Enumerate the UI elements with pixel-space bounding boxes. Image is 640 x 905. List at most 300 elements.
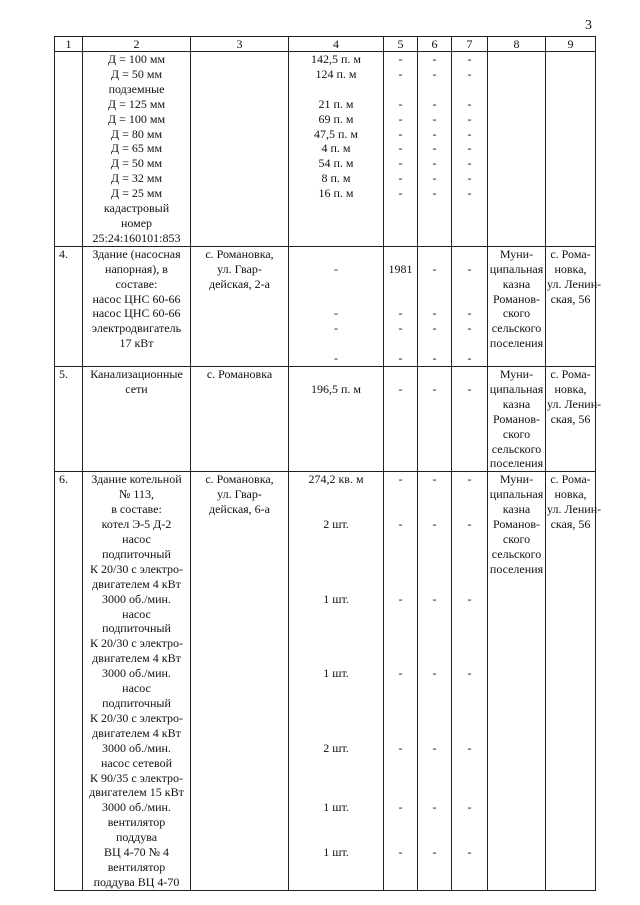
header-cell: 4 (289, 37, 384, 52)
cell-line: - (467, 156, 472, 171)
cell-line: ул. Ленин- (547, 396, 602, 411)
item-address (191, 367, 289, 472)
cell-line: ципальная (489, 261, 544, 276)
header-cell: 7 (452, 37, 488, 52)
cell-line (385, 367, 416, 382)
cell-line (290, 487, 382, 502)
cell-line: насос (122, 532, 151, 546)
cell-line: Здание котельной (91, 472, 182, 487)
cell-line: - (432, 171, 437, 186)
cell-line: - (467, 351, 472, 366)
cell-line: ципальная (489, 487, 544, 502)
cell-line: - (398, 800, 403, 815)
cell-line (453, 562, 486, 577)
cell-line: электродвигатель (91, 321, 182, 336)
cell-line: 54 п. м (318, 156, 354, 171)
cell-line: казна (502, 276, 531, 291)
item-quantity (289, 472, 384, 890)
cell-line (290, 577, 382, 592)
cell-line: сельского (491, 546, 542, 561)
header-cell: 9 (546, 37, 596, 52)
cell-line (385, 336, 416, 351)
item-quantity (289, 52, 384, 247)
cell-line (385, 785, 416, 800)
cell-line: - (467, 472, 472, 487)
item-owner-address (546, 367, 602, 472)
cell-line (453, 636, 486, 651)
cell-line: - (398, 381, 403, 396)
cell-line: - (398, 321, 403, 336)
cell-line (419, 651, 450, 666)
cell-line: насос сетевой (100, 755, 173, 770)
cell-line: подпиточный (102, 546, 171, 561)
table-row (55, 246, 596, 366)
cell-line (290, 696, 382, 711)
cell-line: с. Романовка (206, 367, 273, 382)
cell-line: Д = 50 мм (110, 66, 163, 81)
cell-line (385, 756, 416, 771)
cell-line: ская, 56 (550, 411, 591, 426)
cell-line: 124 п. м (315, 66, 357, 81)
cell-line: с. Рома- (550, 367, 591, 382)
cell-line: ского (502, 306, 531, 321)
cell-line: - (432, 126, 437, 141)
cell-line (419, 830, 450, 845)
item-address (191, 472, 289, 890)
cell-line (385, 607, 416, 622)
cell-line: 1 шт. (323, 845, 349, 860)
cell-line: двигателем 4 кВт (92, 725, 181, 740)
item-col6 (418, 367, 452, 472)
cell-line: ул. Гвар- (217, 261, 262, 276)
cell-line: - (467, 845, 472, 860)
cell-line: - (467, 306, 472, 321)
cell-line (419, 711, 450, 726)
cell-line (385, 292, 416, 307)
cell-line: Канализационные (90, 367, 183, 382)
item-name (83, 52, 191, 247)
cell-line: Д = 100 мм (107, 52, 166, 66)
cell-line: с. Рома- (550, 246, 591, 261)
cell-line: - (334, 261, 338, 276)
cell-line: - (467, 800, 472, 815)
item-col7 (452, 367, 488, 472)
item-number (55, 52, 83, 247)
cell-line (419, 607, 450, 622)
cell-line: дейская, 2-а (209, 276, 270, 291)
cell-line (453, 830, 486, 845)
cell-line (385, 577, 416, 592)
cell-line: - (432, 591, 437, 606)
cell-line: 4 п. м (321, 141, 351, 156)
cell-line: 3000 об./мин. (102, 666, 171, 681)
cell-line: ского (502, 426, 531, 441)
cell-line (385, 82, 416, 97)
cell-line: - (432, 800, 437, 815)
cell-line (419, 785, 450, 800)
cell-line (290, 562, 382, 577)
cell-line: - (398, 591, 403, 606)
cell-line: 47,5 п. м (313, 126, 358, 141)
cell-line (419, 771, 450, 786)
cell-line: - (398, 111, 403, 126)
cell-line (419, 562, 450, 577)
cell-line: - (467, 52, 472, 66)
cell-line: Д = 25 мм (110, 186, 163, 201)
cell-line: вентилятор (107, 815, 166, 830)
cell-line: новка, (554, 261, 587, 276)
cell-line: - (432, 111, 437, 126)
cell-line (419, 247, 450, 262)
cell-line (453, 577, 486, 592)
header-cell: 1 (55, 37, 83, 52)
cell-line: 3000 об./мин. (102, 800, 171, 815)
cell-line: казна (502, 396, 531, 411)
cell-line: № 113, (118, 487, 154, 502)
cell-line (290, 607, 382, 622)
cell-line: кадастровый (103, 201, 170, 216)
cell-line: насос ЦНС 60-66 (92, 291, 181, 306)
cell-line: Муни- (499, 246, 534, 261)
cell-line: - (398, 141, 403, 156)
cell-line (385, 636, 416, 651)
cell-line (290, 830, 382, 845)
cell-line: - (467, 381, 472, 396)
cell-line: - (398, 66, 403, 81)
cell-line: 1 шт. (323, 591, 349, 606)
cell-line (385, 621, 416, 636)
cell-line (290, 815, 382, 830)
cell-line: - (398, 517, 403, 532)
cell-line (453, 711, 486, 726)
cell-line (453, 502, 486, 517)
cell-line (385, 696, 416, 711)
cell-line: подземные (108, 81, 165, 96)
property-register-table (54, 36, 602, 891)
cell-line (453, 532, 486, 547)
cell-line: 196,5 п. м (310, 381, 361, 396)
cell-line (419, 621, 450, 636)
item-col5 (384, 52, 418, 247)
cell-line: - (432, 186, 437, 201)
cell-line: - (432, 321, 437, 336)
page-number: 3 (585, 18, 592, 33)
cell-line: - (467, 666, 472, 681)
cell-line (453, 607, 486, 622)
cell-line (290, 681, 382, 696)
cell-line (290, 336, 382, 351)
cell-line (453, 82, 486, 97)
cell-line: поселения (489, 456, 544, 471)
cell-line (419, 532, 450, 547)
cell-line: 1981 (388, 261, 413, 276)
cell-line: - (398, 666, 403, 681)
cell-line: вентилятор (107, 859, 166, 874)
cell-line: с. Романовка, (205, 472, 274, 487)
cell-line: Романов- (492, 411, 541, 426)
cell-line: - (334, 351, 338, 366)
header-cell: 5 (384, 37, 418, 52)
cell-line: поддува (115, 830, 158, 845)
header-cell: 6 (418, 37, 452, 52)
cell-line: 142,5 п. м (310, 52, 361, 66)
cell-line: поселения (489, 561, 544, 576)
cell-line (290, 247, 382, 262)
cell-line (419, 636, 450, 651)
item-owner (488, 52, 546, 247)
cell-line (419, 487, 450, 502)
cell-line (385, 681, 416, 696)
cell-line: дейская, 6-а (209, 502, 270, 517)
cell-line: - (432, 96, 437, 111)
table-row (55, 472, 596, 890)
cell-line: ская, 56 (550, 517, 591, 532)
cell-line: - (398, 186, 403, 201)
cell-line: - (398, 351, 403, 366)
cell-line: двигателем 15 кВт (89, 785, 184, 800)
item-address (191, 52, 289, 247)
cell-line: сельского (491, 321, 542, 336)
item-col7 (452, 472, 488, 890)
item-col5 (384, 367, 418, 472)
cell-line (290, 292, 382, 307)
cell-line: - (467, 321, 472, 336)
cell-line: 1 шт. (323, 666, 349, 681)
cell-line: казна (502, 502, 531, 517)
header-cell: 3 (191, 37, 289, 52)
cell-line: поддува ВЦ 4-70 (93, 874, 180, 889)
cell-line: 274,2 кв. м (308, 472, 364, 487)
cell-line: насос (122, 606, 151, 621)
cell-line: Д = 32 мм (110, 171, 163, 186)
cell-line (385, 830, 416, 845)
cell-line (290, 785, 382, 800)
cell-line: подпиточный (102, 621, 171, 636)
cell-line (385, 726, 416, 741)
item-address (191, 246, 289, 366)
cell-line (419, 681, 450, 696)
cell-line: К 90/35 с электро- (90, 770, 183, 785)
cell-line: 2 шт. (323, 517, 349, 532)
cell-line (453, 621, 486, 636)
item-owner (488, 367, 546, 472)
cell-line (419, 502, 450, 517)
header-cell: 2 (83, 37, 191, 52)
cell-line: составе: (115, 276, 158, 291)
item-col6 (418, 472, 452, 890)
cell-line: 16 п. м (318, 186, 354, 201)
cell-line: новка, (554, 381, 587, 396)
cell-line: - (467, 66, 472, 81)
cell-line: Д = 65 мм (110, 141, 163, 156)
cell-line: Д = 125 мм (107, 96, 166, 111)
cell-line: насос (122, 681, 151, 696)
cell-line: - (432, 740, 437, 755)
cell-line (385, 247, 416, 262)
cell-line: 69 п. м (318, 111, 354, 126)
cell-line: двигателем 4 кВт (92, 651, 181, 666)
item-number: 4. (55, 246, 83, 366)
cell-line: - (398, 52, 403, 66)
cell-line (385, 277, 416, 292)
cell-line: К 20/30 с электро- (90, 636, 183, 651)
cell-line: - (432, 517, 437, 532)
cell-line (419, 547, 450, 562)
cell-line (453, 726, 486, 741)
cell-line (419, 815, 450, 830)
item-owner (488, 472, 546, 890)
cell-line: 3000 об./мин. (102, 740, 171, 755)
cell-line: - (432, 261, 437, 276)
item-name (83, 246, 191, 366)
cell-line: - (334, 321, 338, 336)
cell-line: напорная), в (105, 261, 168, 276)
cell-line: - (432, 845, 437, 860)
cell-line: с. Романовка, (205, 246, 274, 261)
cell-line: насос ЦНС 60-66 (92, 306, 181, 321)
cell-line (453, 771, 486, 786)
cell-line (385, 815, 416, 830)
cell-line: Романов- (492, 291, 541, 306)
item-col7 (452, 246, 488, 366)
cell-line: Д = 80 мм (110, 126, 163, 141)
item-owner-address (546, 246, 602, 366)
cell-line: - (398, 472, 403, 487)
cell-line (419, 367, 450, 382)
cell-line: ского (502, 532, 531, 546)
cell-line: - (432, 306, 437, 321)
cell-line (453, 547, 486, 562)
cell-line: Здание (насосная (92, 246, 181, 261)
cell-line (419, 82, 450, 97)
cell-line: 1 шт. (323, 800, 349, 815)
cell-line (290, 711, 382, 726)
item-name (83, 472, 191, 890)
cell-line (419, 756, 450, 771)
cell-line (453, 292, 486, 307)
cell-line (453, 785, 486, 800)
item-number: 6. (55, 472, 83, 890)
cell-line: Д = 100 мм (107, 111, 166, 126)
cell-line (385, 487, 416, 502)
cell-line: - (432, 156, 437, 171)
item-number: 5. (55, 367, 83, 472)
cell-line: сети (125, 381, 148, 396)
cell-line (453, 336, 486, 351)
cell-line (385, 532, 416, 547)
cell-line: ул. Ленин- (547, 276, 602, 291)
cell-line: - (398, 126, 403, 141)
cell-line: - (467, 171, 472, 186)
cell-line: новка, (554, 487, 587, 502)
cell-line: - (334, 306, 338, 321)
cell-line: - (432, 381, 437, 396)
table-row (55, 52, 596, 247)
cell-line (385, 651, 416, 666)
cell-line (453, 367, 486, 382)
cell-line (419, 726, 450, 741)
cell-line: - (467, 96, 472, 111)
cell-line: 25:24:160101:853 (92, 230, 181, 245)
cell-line: - (432, 351, 437, 366)
cell-line (290, 502, 382, 517)
cell-line (453, 815, 486, 830)
cell-line: - (432, 141, 437, 156)
cell-line (385, 711, 416, 726)
cell-line: - (467, 261, 472, 276)
cell-line: - (467, 126, 472, 141)
cell-line: ул. Гвар- (217, 487, 262, 502)
cell-line (453, 696, 486, 711)
cell-line: - (467, 740, 472, 755)
cell-line (419, 292, 450, 307)
cell-line: - (432, 66, 437, 81)
cell-line (385, 562, 416, 577)
cell-line: - (398, 156, 403, 171)
cell-line: - (467, 186, 472, 201)
cell-line (290, 82, 382, 97)
cell-line: поселения (489, 336, 544, 351)
cell-line (385, 547, 416, 562)
cell-line: - (432, 666, 437, 681)
cell-line: ул. Ленин- (547, 502, 602, 517)
cell-line: ципальная (489, 381, 544, 396)
table-body (55, 52, 602, 891)
cell-line: - (398, 845, 403, 860)
cell-line: - (398, 96, 403, 111)
cell-line (290, 726, 382, 741)
cell-line (453, 681, 486, 696)
cell-line: - (467, 141, 472, 156)
cell-line: - (467, 111, 472, 126)
cell-line: с. Рома- (550, 472, 591, 487)
cell-line: 17 кВт (119, 336, 154, 351)
item-col5 (384, 246, 418, 366)
cell-line: ВЦ 4-70 № 4 (103, 845, 170, 860)
cell-line (453, 651, 486, 666)
cell-line: К 20/30 с электро- (90, 710, 183, 725)
table-row (55, 367, 596, 472)
cell-line: 2 шт. (323, 740, 349, 755)
cell-line: 8 п. м (321, 171, 351, 186)
item-col7 (452, 52, 488, 247)
cell-line: - (398, 171, 403, 186)
cell-line: подпиточный (102, 695, 171, 710)
cell-line: номер (120, 215, 153, 230)
cell-line: - (467, 591, 472, 606)
item-name (83, 367, 191, 472)
cell-line (385, 771, 416, 786)
cell-line (385, 502, 416, 517)
cell-line: Д = 50 мм (110, 156, 163, 171)
item-col5 (384, 472, 418, 890)
cell-line: ская, 56 (550, 291, 591, 306)
cell-line (290, 756, 382, 771)
cell-line: - (432, 472, 437, 487)
cell-line: 3000 об./мин. (102, 591, 171, 606)
cell-line: 21 п. м (318, 96, 354, 111)
cell-line (453, 277, 486, 292)
cell-line (290, 547, 382, 562)
cell-line (453, 756, 486, 771)
cell-line (453, 247, 486, 262)
cell-line (419, 696, 450, 711)
header-row (55, 37, 596, 52)
cell-line (290, 771, 382, 786)
cell-line: двигателем 4 кВт (92, 576, 181, 591)
cell-line (290, 277, 382, 292)
cell-line (419, 277, 450, 292)
